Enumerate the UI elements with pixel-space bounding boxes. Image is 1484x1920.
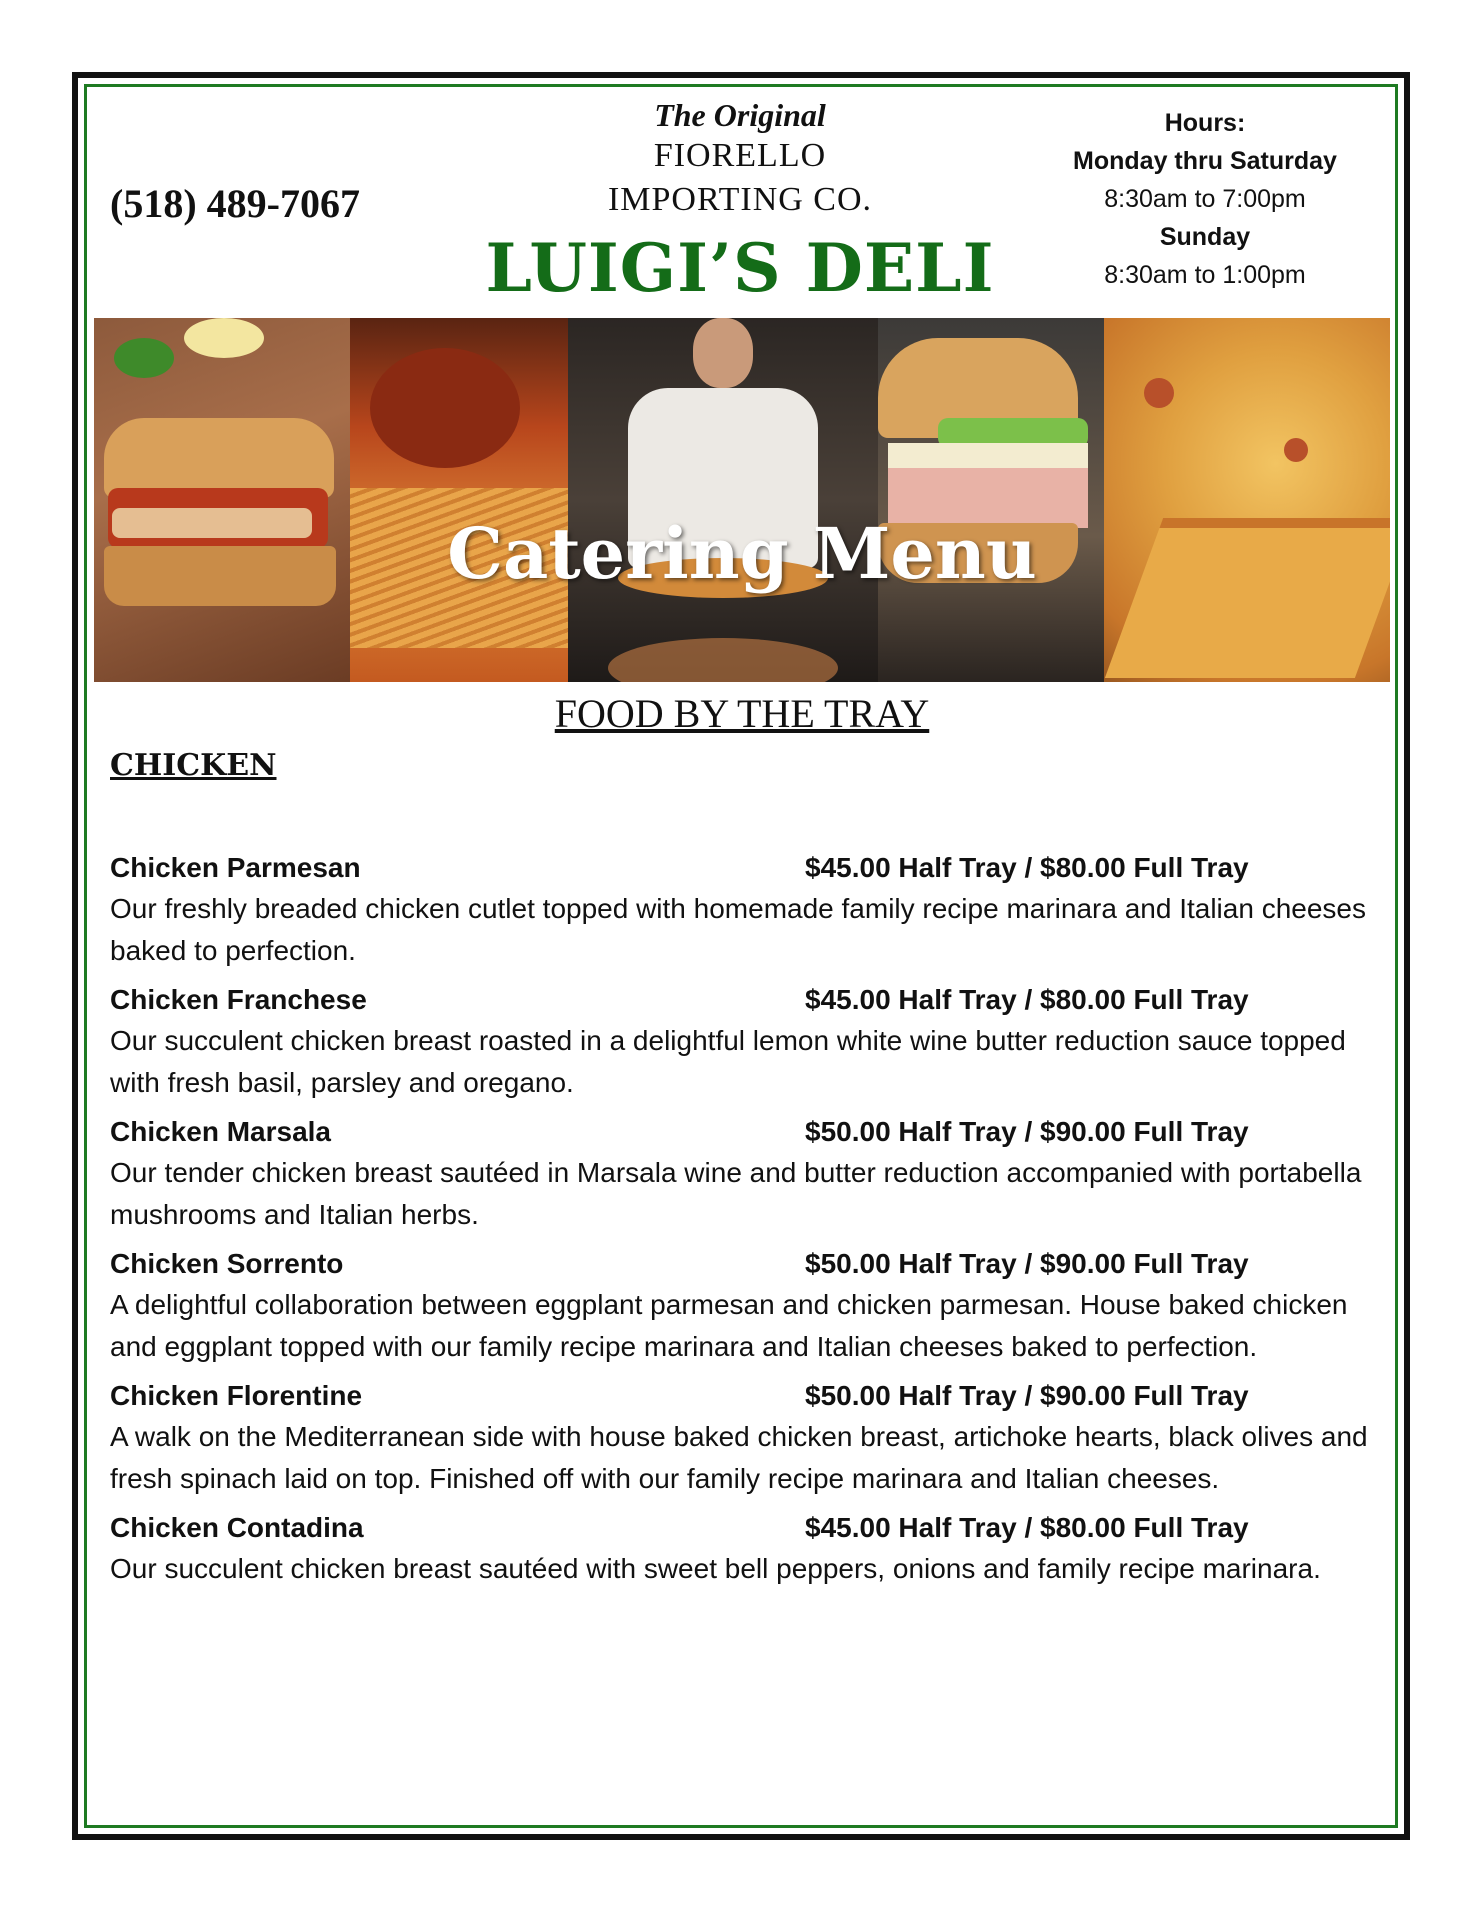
- spaghetti-meatball-photo: [350, 318, 568, 682]
- hours-weekday-label: Monday thru Saturday: [1073, 147, 1337, 175]
- menu-item-description: Our succulent chicken breast sautéed with sweet bell peppers, onions and family recipe marinara.: [110, 1553, 1321, 1584]
- cheese-pizza-photo: [1104, 318, 1390, 682]
- company-name-line1: FIORELLO: [653, 137, 827, 174]
- menu-item-description: Our freshly breaded chicken cutlet topped with homemade family recipe marinara and Italian cheeses baked to perfection.: [110, 893, 1366, 966]
- menu-item: [110, 980, 1370, 1104]
- menu-item-price: $45.00 Half Tray / $80.00 Full Tray: [805, 984, 1249, 1015]
- menu-item: [110, 1244, 1370, 1368]
- hours-sunday-time: 8:30am to 1:00pm: [1104, 261, 1306, 289]
- menu-item-name: Chicken Parmesan: [110, 852, 361, 883]
- menu-item-price: $50.00 Half Tray / $90.00 Full Tray: [805, 1380, 1249, 1411]
- menu-item-name: Chicken Florentine: [110, 1380, 363, 1411]
- sub-sandwich-photo: [878, 318, 1104, 682]
- hours-weekday-time: 8:30am to 7:00pm: [1104, 185, 1306, 213]
- menu-item: [110, 848, 1370, 972]
- section-heading-chicken: CHICKEN: [110, 748, 277, 783]
- menu-items-list: [110, 848, 1370, 1598]
- chef-with-pizza-photo: [568, 318, 878, 682]
- menu-item-price: $50.00 Half Tray / $90.00 Full Tray: [805, 1116, 1249, 1147]
- phone-number: (518) 489-7067: [110, 181, 360, 226]
- menu-item-price: $45.00 Half Tray / $80.00 Full Tray: [805, 1512, 1249, 1543]
- menu-item-name: Chicken Marsala: [110, 1116, 331, 1147]
- catering-menu-title: Catering Menu: [447, 512, 1037, 595]
- hours-block: [1040, 104, 1370, 294]
- deli-name: LUIGI’S DELI: [485, 229, 995, 307]
- menu-item: [110, 1508, 1370, 1590]
- hours-sunday-label: Sunday: [1159, 223, 1251, 251]
- menu-item-description: A walk on the Mediterranean side with house baked chicken breast, artichoke hearts, black olives and fresh spinach laid on top. Finished off with our family recipe marinara and Italian cheeses.: [110, 1421, 1368, 1494]
- brand-block: [470, 96, 1010, 306]
- menu-item-description: A delightful collaboration between eggplant parmesan and chicken parmesan. House baked chicken and eggplant topped with our family recipe marinara and Italian cheeses baked to perfection.: [110, 1289, 1348, 1362]
- menu-item: [110, 1376, 1370, 1500]
- menu-item-description: Our succulent chicken breast roasted in a delightful lemon white wine butter reduction sauce topped with fresh basil, parsley and oregano.: [110, 1025, 1346, 1098]
- menu-item-description: Our tender chicken breast sautéed in Marsala wine and butter reduction accompanied with portabella mushrooms and Italian herbs.: [110, 1157, 1362, 1230]
- menu-item-price: $45.00 Half Tray / $80.00 Full Tray: [805, 852, 1249, 883]
- chicken-parm-sub-photo: [94, 318, 350, 682]
- hours-title: Hours:: [1164, 109, 1246, 137]
- menu-item-price: $50.00 Half Tray / $90.00 Full Tray: [805, 1248, 1249, 1279]
- menu-item-name: Chicken Contadina: [110, 1512, 364, 1543]
- food-by-tray-heading: FOOD BY THE TRAY: [554, 691, 930, 736]
- menu-item: [110, 1112, 1370, 1236]
- the-original-label: The Original: [654, 97, 826, 133]
- company-name-line2: IMPORTING CO.: [607, 181, 873, 218]
- food-photo-banner: [94, 318, 1390, 682]
- menu-item-name: Chicken Franchese: [110, 984, 367, 1015]
- menu-item-name: Chicken Sorrento: [110, 1248, 344, 1279]
